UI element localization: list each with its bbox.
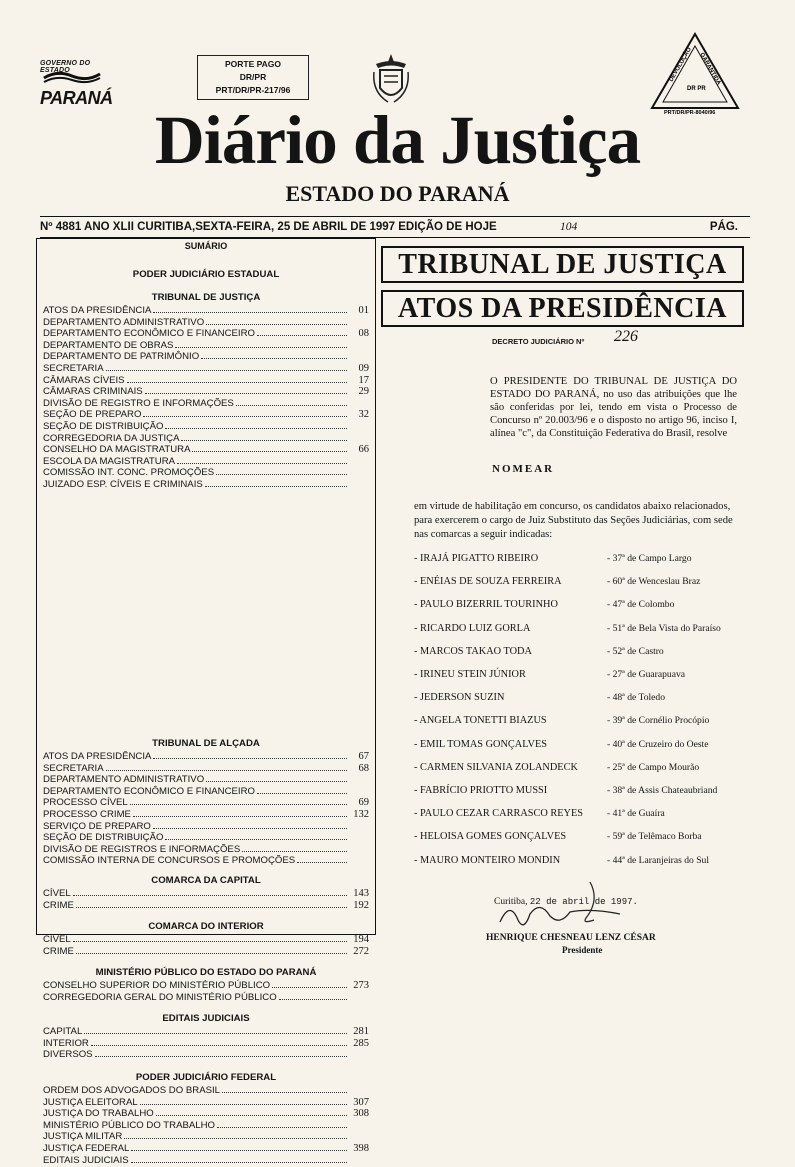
dot-leader [76,953,347,954]
summary-entry [43,980,369,992]
candidate-comarca: - 25ª de Campo Mourão [607,761,700,773]
summary-entry-page: 29 [358,386,369,398]
candidate-comarca: - 37ª de Campo Largo [607,553,692,564]
dot-leader [131,1162,347,1163]
summary-entry [43,409,369,421]
candidate-comarca: - 38ª de Assis Chateaubriand [607,785,718,796]
signature-date: 22 de abril de 1997. [529,897,638,907]
summary-entry [43,1026,369,1038]
summary-section-heading: TRIBUNAL DE ALÇADA [152,738,260,749]
summary-entry-page: 66 [358,444,369,456]
dot-leader [216,474,347,475]
dot-leader [217,1127,347,1128]
summary-entry [43,888,369,900]
candidate-row [414,762,754,776]
dot-leader [153,758,347,759]
candidate-comarca: - 44ª de Laranjeiras do Sul [607,854,710,866]
banner-atos: ATOS DA PRESIDÊNCIA [381,290,744,327]
porte-line: PORTE PAGO [224,59,282,69]
candidate-name: - IRINEU STEIN JÚNIOR [414,669,526,680]
dot-leader [272,987,347,988]
summary-entry-page: 308 [353,1108,369,1120]
summary-entry [43,340,369,352]
summary-entry-label: CAPITAL [43,1026,83,1037]
summary-entry-page: 08 [358,328,369,340]
candidate-row [414,715,754,729]
dateline-text: Nº 4881 ANO XLII CURITIBA,SEXTA-FEIRA, 25 DE ABRIL DE 1997 EDIÇÃO DE HOJE [40,221,497,233]
edition-page-count: 104 [560,221,578,233]
summary-entry-label: ATOS DA PRESIDÊNCIA [43,751,152,762]
summary-entry-label: DEPARTAMENTO ADMINISTRATIVO [43,774,205,786]
dot-leader [84,1033,347,1034]
triangle-center-text: DR PR [687,86,706,92]
summary-entry-label: CÂMARAS CRIMINAIS [43,386,143,398]
porte-line: PRT/DR/PR-217/96 [215,85,291,95]
candidate-name: - EMIL TOMAS GONÇALVES [414,738,548,750]
banner-tribunal: TRIBUNAL DE JUSTIÇA [381,246,744,283]
summary-entry [43,386,369,398]
summary-entry [43,467,369,479]
summary-entry-page: 132 [353,809,369,820]
summary-entry [43,1131,369,1143]
signature-place-date [494,897,638,907]
dot-leader [177,463,347,464]
summary-section-heading: COMARCA DO INTERIOR [148,921,264,932]
candidate-row [414,623,754,637]
summary-entry-label: CRIME [43,945,74,957]
summary-entry [43,774,369,786]
decreto-label: DECRETO JUDICIÁRIO Nº [492,337,585,346]
summary-entry-page: 273 [353,980,369,991]
summary-entry [43,375,369,387]
dot-leader [205,486,347,487]
summary-entry-page: 01 [358,305,369,316]
summary-entry [43,1108,369,1120]
summary-entry-page: 192 [353,899,369,911]
decreto-number: 226 [614,328,638,345]
candidate-row [414,739,754,753]
summary-entry-label: CONSELHO SUPERIOR DO MINISTÉRIO PÚBLICO [43,980,271,991]
dot-leader [257,335,347,336]
dot-leader [297,862,347,863]
summary-entry-label: JUSTIÇA FEDERAL [43,1143,130,1154]
summary-entry [43,832,369,844]
summary-entry-label: SERVIÇO DE PREPARO [43,820,151,832]
dot-leader [145,393,347,394]
summary-entry-label: CORREGEDORIA DA JUSTIÇA [43,432,180,444]
summary-entry-label: CÍVEL [43,888,71,899]
dot-leader [143,416,347,417]
summary-entry [43,398,369,410]
dot-leader [124,1138,347,1139]
candidate-row [414,808,754,822]
summary-entry-label: DEPARTAMENTO ADMINISTRATIVO [43,316,205,328]
gov-logo-name: PARANÁ [40,88,113,108]
summary-entry [43,444,369,456]
dot-leader [165,428,347,429]
dot-leader [91,1045,347,1046]
masthead-subtitle: ESTADO DO PARANÁ [285,181,510,206]
summary-box [36,238,376,1166]
candidate-comarca: - 27ª de Guarapuava [607,669,686,680]
summary-entry-label: JUIZADO ESP. CÍVEIS E CRIMINAIS [43,479,203,490]
porte-pago-box [197,55,309,100]
candidate-name: - CARMEN SILVANIA ZOLANDECK [414,761,578,773]
wave-icon [42,70,102,84]
summary-title: SUMÁRIO [184,241,228,251]
summary-entry-label: ORDEM DOS ADVOGADOS DO BRASIL [43,1085,220,1096]
summary-entry [43,1155,369,1167]
summary-entry-label: DIVISÃO DE REGISTRO E INFORMAÇÕES [43,397,234,409]
candidate-row [414,576,754,590]
dot-leader [257,793,347,794]
candidate-name: - PAULO CEZAR CARRASCO REYES [414,808,583,820]
summary-entry-label: INTERIOR [43,1037,89,1049]
candidate-row [414,692,754,706]
candidate-name: - HELOISA GOMES GONÇALVES [414,831,567,843]
summary-entry-label: SEÇÃO DE PREPARO [43,409,142,421]
summary-entry-label: DEPARTAMENTO ECONÔMICO E FINANCEIRO [43,785,255,797]
summary-entry-label: DEPARTAMENTO DE OBRAS [43,339,174,351]
dot-leader [192,451,347,452]
dot-leader [206,781,347,782]
dot-leader [279,999,347,1000]
summary-entry [43,1049,369,1061]
summary-entry-label: DEPARTAMENTO DE PATRIMÔNIO [43,351,200,363]
dot-leader [236,405,347,406]
summary-entry-label: JUSTIÇA DO TRABALHO [43,1108,154,1120]
summary-entry-label: COMISSÃO INTERNA DE CONCURSOS E PROMOÇÕES [43,855,296,867]
candidate-comarca: - 48ª de Toledo [607,692,666,704]
summary-entry-label: CONSELHO DA MAGISTRATURA [43,444,191,456]
summary-entry [43,1143,369,1155]
candidate-name: - ENÉIAS DE SOUZA FERREIRA [414,576,562,588]
decree-preamble: O PRESIDENTE DO TRIBUNAL DE JUSTIÇA DO ESTADO DO PARANÁ, no uso das atribuições que lhe são conferidas por lei, tendo em vista o Processo de Concurso nº 20.003/96 e o disposto no artigo 96, inciso I, alínea "c", da Constituição Federativa do Brasil, resolve [490,376,737,439]
summary-entry-page: 68 [358,762,369,774]
summary-entry-page: 272 [353,945,369,957]
dot-leader [76,907,347,908]
candidate-name: - FABRÍCIO PRIOTTO MUSSI [414,785,548,796]
dot-leader [165,839,347,840]
nomear-heading: NOMEAR [492,463,555,475]
dot-leader [106,370,347,371]
candidate-name: - IRAJÁ PIGATTO RIBEIRO [414,553,539,564]
dot-leader [153,828,347,829]
summary-entry-page: 194 [353,934,369,945]
summary-entry [43,1085,369,1097]
summary-entry [43,809,369,821]
summary-entry [43,821,369,833]
dot-leader [130,804,347,805]
summary-entry-label: DIVISÃO DE REGISTROS E INFORMAÇÕES [43,843,241,855]
summary-entry-label: ATOS DA PRESIDÊNCIA [43,305,152,316]
dot-leader [133,816,347,817]
candidate-row [414,646,754,660]
summary-entry [43,855,369,867]
summary-entry-label: SEÇÃO DE DISTRIBUIÇÃO [43,832,164,844]
summary-entry-label: SECRETARIA [43,762,104,774]
summary-entry-label: CÍVEL [43,934,71,945]
dot-leader [73,941,347,942]
dot-leader [242,851,347,852]
summary-entry [43,1120,369,1132]
summary-section-heading: COMARCA DA CAPITAL [151,875,261,886]
summary-section-heading: MINISTÉRIO PÚBLICO DO ESTADO DO PARANÁ [95,967,317,978]
summary-entry [43,751,369,763]
summary-entry [43,900,369,912]
summary-entry [43,328,369,340]
page-label: PÁG. [709,221,738,233]
summary-entry-label: SEÇÃO DE DISTRIBUIÇÃO [43,421,164,432]
candidate-row [414,831,754,845]
signature-place: Curitiba, [494,897,528,907]
dot-leader [175,347,347,348]
candidate-row [414,599,754,613]
dot-leader [131,1150,347,1151]
signer-name: HENRIQUE CHESNEAU LENZ CÉSAR [486,933,656,943]
summary-entry-page: 67 [358,751,369,762]
dateline-bar [40,216,750,238]
summary-entry-label: PROCESSO CRIME [43,809,131,820]
candidate-row [414,669,754,683]
dot-leader [95,1056,347,1057]
summary-entry [43,351,369,363]
candidate-comarca: - 51ª de Bela Vista do Paraíso [607,622,721,634]
summary-entry [43,317,369,329]
candidate-comarca: - 41ª de Guaíra [607,808,665,820]
summary-entry-label: JUSTIÇA ELEITORAL [43,1096,138,1108]
candidate-comarca: - 60ª de Wenceslau Braz [607,576,701,588]
porte-line: DR/PR [239,72,267,82]
candidate-name: - ANGELA TONETTI BIAZUS [414,715,547,727]
summary-entry-label: DEPARTAMENTO ECONÔMICO E FINANCEIRO [43,328,255,340]
summary-entry [43,305,369,317]
candidate-row [414,553,754,567]
summary-section-heading: TRIBUNAL DE JUSTIÇA [151,292,261,303]
triangle-bottom-text: PRT/DR/PR-8040/96 [664,110,716,114]
dot-leader [156,1115,347,1116]
dot-leader [201,358,347,359]
gov-logo-caption: GOVERNO DO ESTADO [40,60,91,74]
summary-entry-label: DIVERSOS [43,1049,93,1061]
summary-entry [43,797,369,809]
signer-role: Presidente [562,945,603,955]
triangle-right-text: GARANTIDA [698,52,722,87]
candidate-name: - RICARDO LUIZ GORLA [414,622,531,634]
dot-leader [140,1104,347,1105]
candidate-row [414,855,754,869]
candidate-name: - MAURO MONTEIRO MONDIN [414,854,561,866]
summary-entry [43,479,369,491]
candidate-row [414,785,754,799]
summary-entry-page: 281 [353,1026,369,1037]
summary-entry [43,992,369,1004]
summary-entry-page: 32 [358,409,369,421]
masthead-title: Diário da Justiça [154,102,641,178]
summary-entry-page: 398 [353,1143,369,1154]
summary-entry-page: 69 [358,797,369,809]
dot-leader [181,440,347,441]
summary-main-heading: PODER JUDICIÁRIO ESTADUAL [132,269,280,280]
summary-entry [43,786,369,798]
dot-leader [73,895,347,896]
summary-entry-label: CRIME [43,899,74,911]
dot-leader [127,382,347,383]
dot-leader [206,324,347,325]
summary-entry [43,456,369,468]
dot-leader [153,312,347,313]
summary-entry-page: 09 [358,363,369,374]
decree-intro: em virtude de habilitação em concurso, os candidatos abaixo relacionados, para exercerem o cargo de Juiz Substituto das Seções Judiciárias, com sede nas comarcas a seguir indicadas: [414,501,733,540]
candidate-name: - PAULO BIZERRIL TOURINHO [414,599,558,611]
candidate-name: - MARCOS TAKAO TODA [414,645,532,657]
candidate-comarca: - 40ª de Cruzeiro do Oeste [607,738,709,750]
summary-section-heading: EDITAIS JUDICIAIS [162,1013,250,1024]
summary-entry-label: JUSTIÇA MILITAR [43,1131,123,1143]
summary-entry [43,946,369,958]
summary-entry [43,363,369,375]
candidate-comarca: - 39ª de Cornélio Procópio [607,715,710,727]
summary-entry [43,1097,369,1109]
candidate-comarca: - 52ª de Castro [607,645,664,657]
summary-entry-page: 307 [353,1096,369,1108]
dot-leader [106,770,347,771]
candidate-comarca: - 59ª de Telêmaco Borba [607,831,702,843]
summary-entry-label: PROCESSO CÍVEL [43,797,128,809]
summary-entry-label: CORREGEDORIA GERAL DO MINISTÉRIO PÚBLICO [43,991,277,1003]
summary-entry-label: MINISTÉRIO PÚBLICO DO TRABALHO [43,1119,216,1131]
summary-section-heading: PODER JUDICIÁRIO FEDERAL [135,1072,277,1083]
summary-entry [43,934,369,946]
summary-entry [43,433,369,445]
triangle-left-text: DEVOLUÇÃO [668,46,693,83]
summary-entry-page: 143 [353,888,369,899]
summary-entry-page: 17 [358,374,369,386]
summary-entry [43,763,369,775]
dot-leader [222,1092,347,1093]
summary-entry-label: CÂMARAS CÍVEIS [43,374,125,386]
candidate-comarca: - 47ª de Colombo [607,599,675,611]
candidate-name: - JEDERSON SUZIN [414,692,505,704]
summary-entry-label: EDITAIS JUDICIAIS [43,1154,129,1166]
summary-entry [43,421,369,433]
summary-entry-label: SECRETARIA [43,363,104,374]
summary-entry [43,1038,369,1050]
summary-entry-label: COMISSÃO INT. CONC. PROMOÇÕES [43,467,215,479]
summary-entry-label: ESCOLA DA MAGISTRATURA [43,455,176,467]
summary-entry-page: 285 [353,1037,369,1049]
summary-entry [43,844,369,856]
